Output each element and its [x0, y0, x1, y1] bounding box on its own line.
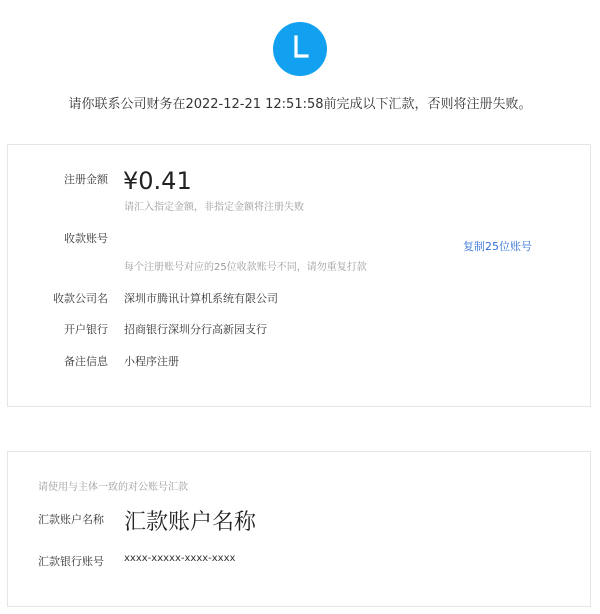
amount-value: ¥0.41 — [123, 167, 192, 195]
bank-label: 开户银行 — [64, 323, 108, 336]
sender-account-value: xxxx-xxxxx-xxxx-xxxx — [124, 553, 236, 564]
remark-label: 备注信息 — [64, 355, 108, 368]
amount-label: 注册金额 — [64, 173, 108, 186]
payment-info-card — [7, 144, 591, 407]
copy-account-link[interactable]: 复制25位账号 — [463, 240, 532, 253]
sender-caption: 请使用与主体一致的对公账号汇款 — [38, 482, 188, 493]
clock-icon — [273, 22, 327, 76]
company-label: 收款公司名 — [53, 292, 108, 305]
bank-value: 招商银行深圳分行高新园支行 — [124, 323, 267, 336]
sender-account-label: 汇款银行账号 — [38, 555, 104, 568]
remark-value: 小程序注册 — [124, 355, 179, 368]
deadline-notice: 请你联系公司财务在2022-12-21 12:51:58前完成以下汇款，否则将注册失败。 — [68, 97, 532, 112]
company-value: 深圳市腾讯计算机系统有限公司 — [124, 292, 278, 305]
receiving-account-label: 收款账号 — [64, 232, 108, 245]
account-hint: 每个注册账号对应的25位收款账号不同，请勿重复打款 — [124, 262, 367, 273]
sender-name-value: 汇款账户名称 — [124, 510, 257, 535]
sender-info-card — [7, 451, 591, 607]
sender-name-label: 汇款账户名称 — [38, 513, 104, 526]
amount-hint: 请汇入指定金额，非指定金额将注册失败 — [124, 202, 304, 213]
